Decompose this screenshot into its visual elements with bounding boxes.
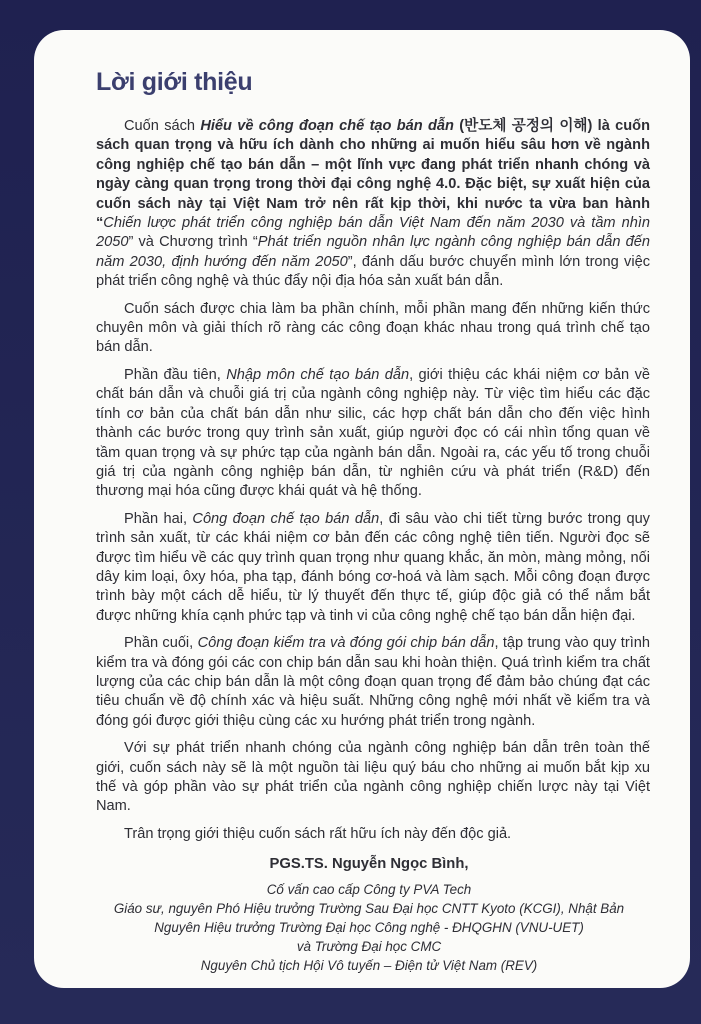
part-title: Công đoạn kiểm tra và đóng gói chip bán dẫn [197,635,495,652]
text: Phần cuối, [124,635,198,652]
paragraph-part-two [96,510,650,626]
paragraph-intro [96,117,650,292]
paragraph-conclusion: Với sự phát triển nhanh chóng của ngành công nghiệp bán dẫn trên toàn thế giới, cuốn sách này sẽ là một nguồn tài liệu quý báu cho những ai muốn bắt kịp xu thế và góp phần vào sự phát triển của ngành công nghiệp chiến lược này tại Việt Nam. [96,740,650,815]
content-card [34,30,690,988]
text: Phần đầu tiên, [124,366,227,383]
text: ”, đánh dấu bước chuyển mình lớn trong việc phát triển công nghệ và thúc đẩy nội địa hóa sản xuất bán dẫn. [96,253,650,290]
paragraph-part-one [96,366,650,502]
text: ” và Chương trình “ [128,234,258,251]
page-title: Lời giới thiệu [96,68,253,96]
text: , giới thiệu các khái niệm cơ bản về chất bán dẫn và chuỗi giá trị của ngành công nghiệp này. Từ việc tìm hiểu các đặc tính cơ bản của chất bán dẫn như silic, các hợp chất bán dẫn cho đến việc hình thành các bước trong quy trình sản xuất, giúp người đọc có cái nhìn tổng quan về tầm quan trọng và sự phức tạp của ngành bán dẫn. Ngoài ra, các yếu tố trong chuỗi giá trị của ngành công nghiệp bán dẫn, từ nghiên cứu và phát triển (R&D) đến thương mại hóa cũng được khái quát và hệ thống. [96,366,650,500]
author-title-line: Giáo sư, nguyên Phó Hiệu trưởng Trường Sau Đại học CNTT Kyoto (KCGI), Nhật Bản [113,901,625,917]
paragraph-closing: Trân trọng giới thiệu cuốn sách rất hữu ích này đến độc giả. [124,825,512,842]
text: Phần hai, [124,510,193,527]
author-title-line: Cố vấn cao cấp Công ty PVA Tech [266,882,472,898]
book-title: Hiểu về công đoạn chế tạo bán dẫn [200,118,454,134]
part-title: Nhập môn chế tạo bán dẫn [226,366,410,383]
author-title-line: và Trường Đại học CMC [296,939,442,955]
text: , đi sâu vào chi tiết từng bước trong quy trình sản xuất, từ các khái niệm cơ bản đến các công nghệ tiên tiến. Người đọc sẽ được tìm hiểu về các quy trình quan trọng như quang khắc, ăn mòn, màng mỏng, nối dây kim loại, ôxy hóa, pha tạp, đánh bóng cơ-hoá và làm sạch. Mỗi công đoạn được trình bày một cách dễ hiểu, từ lý thuyết đến thực tế, giúp độc giả có thể nắm bắt được những khía cạnh phức tạp và tinh vi của công nghệ chế tạo bán dẫn hiện đại. [96,510,650,624]
text: Cuốn sách [124,118,201,134]
paragraph-structure: Cuốn sách được chia làm ba phần chính, mỗi phần mang đến những kiến thức chuyên môn và giải thích rõ ràng các công đoạn khác nhau trong quá trình chế tạo bán dẫn. [96,300,650,356]
korean-title: 반도체 공정의 이해 [464,118,588,134]
signature-block [96,856,650,975]
author-title-line: Nguyên Chủ tịch Hội Vô tuyến – Điện tử Việt Nam (REV) [200,958,538,974]
text: ( [453,118,465,134]
program-title: Phát triển nguồn nhân lực ngành công nghiệp bán dẫn đến năm 2030, định hướng đến năm 2050 [96,234,650,270]
author-name: PGS.TS. Nguyễn Ngọc Bình, [269,856,469,873]
author-title-line: Nguyên Hiệu trưởng Trường Đại học Công nghệ - ĐHQGHN (VNU-UET) [154,920,584,936]
part-title: Công đoạn chế tạo bán dẫn [192,510,380,527]
paragraph-part-three [96,634,650,731]
text: ) là cuốn sách quan trọng và hữu ích dành cho những ai muốn hiểu sâu hơn về ngành công nghiệp chế tạo bán dẫn – một lĩnh vực đang phát triển nhanh chóng và ngày càng quan trọng trong thời đại công nghệ 4.0. Đặc biệt, sự xuất hiện của cuốn sách này tại Việt Nam trở nên rất kịp thời, khi nước ta vừa ban hành “ [96,118,651,232]
strategy-title: Chiến lược phát triển công nghiệp bán dẫn Việt Nam đến năm 2030 và tầm nhìn 2050 [96,215,650,251]
text: , tập trung vào quy trình kiểm tra và đóng gói các con chip bán dẫn sau khi hoàn thiện. Quá trình kiểm tra chất lượng của các chip bán dẫn là một công đoạn quan trọng để đảm bảo chúng đạt các tiêu chuẩn về độ chính xác và hiệu suất. Những công nghệ mới nhất về kiểm tra và đóng gói được giới thiệu cùng các xu hướng phát triển trong ngành. [96,635,650,729]
